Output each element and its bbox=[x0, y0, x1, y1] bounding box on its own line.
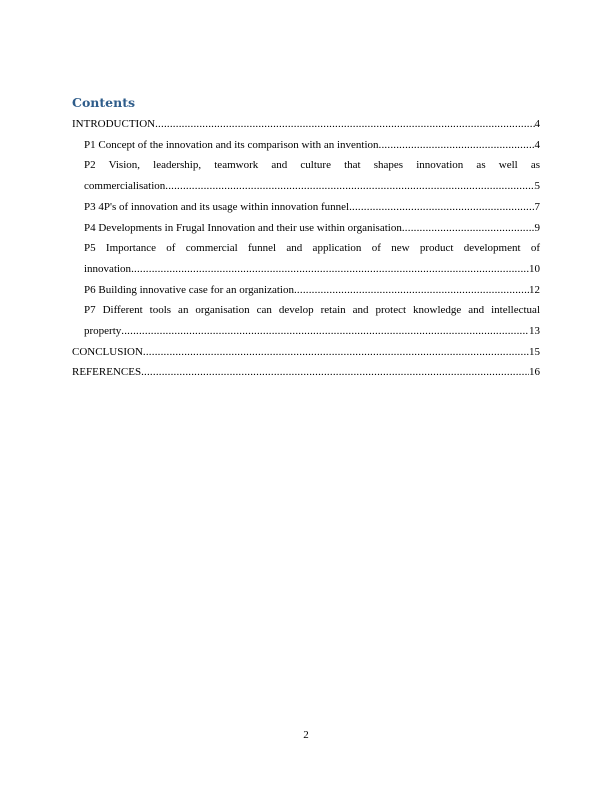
toc-entry-p4[interactable] bbox=[72, 218, 540, 239]
toc-entry-title: property bbox=[84, 325, 122, 338]
toc-entry-title-line1: P5 Importance of commercial funnel and application of new product development of bbox=[84, 242, 540, 255]
toc-entry-p5[interactable] bbox=[72, 238, 540, 279]
footer-page-number: 2 bbox=[303, 729, 309, 741]
dot-leader bbox=[349, 197, 534, 218]
toc-entry-p2[interactable] bbox=[72, 155, 540, 196]
dot-leader bbox=[294, 280, 529, 301]
toc-entry-p6[interactable] bbox=[72, 280, 540, 301]
toc-entry-title: CONCLUSION bbox=[72, 345, 143, 358]
toc-entry-conclusion[interactable] bbox=[72, 342, 540, 363]
dot-leader bbox=[165, 176, 534, 197]
dot-leader bbox=[143, 342, 529, 363]
dot-leader bbox=[155, 114, 534, 135]
toc-entry-title: INTRODUCTION bbox=[72, 118, 156, 130]
toc-page-number: 5 bbox=[534, 180, 540, 193]
toc-page-number: 15 bbox=[529, 345, 540, 358]
toc-entry-title: P1 Concept of the innovation and its comparison with an invention bbox=[84, 138, 379, 151]
toc-entry-title-line1: P7 Different tools an organisation can develop retain and protect knowledge and intellectual bbox=[84, 304, 540, 317]
toc-entry-title: P6 Building innovative case for an organization bbox=[84, 283, 294, 296]
toc-entry-title-line1: P2 Vision, leadership, teamwork and culture that shapes innovation as well as bbox=[84, 159, 540, 172]
toc-entry-title: innovation bbox=[84, 262, 132, 275]
toc-entry-p3[interactable] bbox=[72, 197, 540, 218]
toc-entry-p7[interactable] bbox=[72, 300, 540, 341]
dot-leader bbox=[141, 362, 529, 383]
toc-page-number: 4 bbox=[534, 118, 540, 130]
toc-page-number: 13 bbox=[529, 325, 540, 338]
dot-leader bbox=[131, 259, 529, 280]
toc-heading: Contents bbox=[72, 95, 136, 110]
dot-leader bbox=[121, 321, 529, 342]
toc-page-number: 10 bbox=[529, 262, 540, 275]
toc-page-number: 9 bbox=[534, 221, 540, 234]
toc-entry-introduction[interactable] bbox=[72, 114, 540, 135]
toc-page-number: 7 bbox=[534, 200, 540, 213]
toc-entry-title: commercialisation bbox=[84, 180, 166, 193]
toc-page-number: 4 bbox=[534, 138, 540, 151]
toc-page-number: 16 bbox=[529, 366, 540, 379]
table-of-contents bbox=[72, 114, 540, 383]
dot-leader bbox=[402, 218, 535, 239]
toc-entry-title: P3 4P's of innovation and its usage within innovation funnel bbox=[84, 200, 350, 213]
toc-entry-title: REFERENCES bbox=[72, 366, 142, 379]
toc-page-number: 12 bbox=[529, 283, 540, 296]
dot-leader bbox=[379, 135, 535, 156]
toc-entry-p1[interactable] bbox=[72, 135, 540, 156]
toc-entry-title: P4 Developments in Frugal Innovation and their use within organisation bbox=[84, 221, 402, 234]
toc-entry-references[interactable] bbox=[72, 362, 540, 383]
